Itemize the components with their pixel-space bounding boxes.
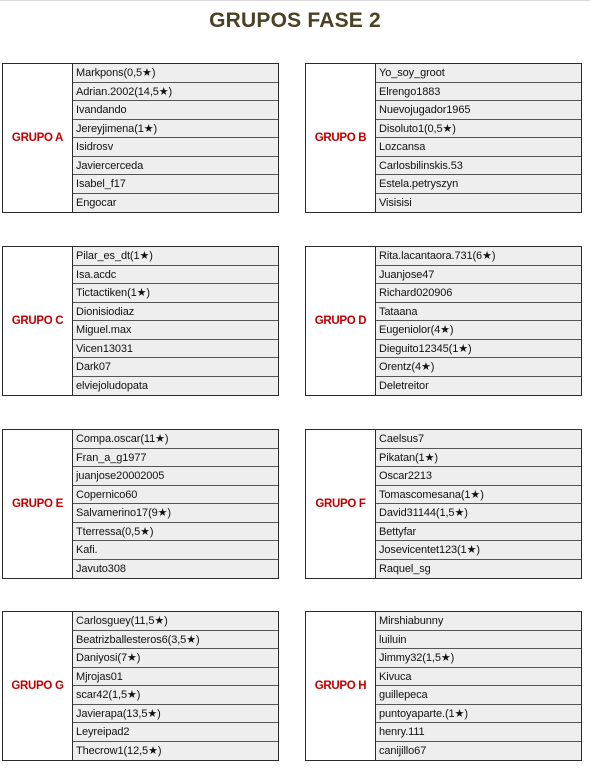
player-row: Leyreipad2 bbox=[73, 723, 278, 742]
player-list bbox=[376, 247, 581, 395]
player-row: Javiercerceda bbox=[73, 157, 278, 176]
player-row: Orentz(4★) bbox=[376, 358, 581, 377]
group-label: GRUPO C bbox=[3, 247, 73, 395]
group-g bbox=[2, 611, 279, 761]
player-row: Bettyfar bbox=[376, 523, 581, 542]
player-row: Adrian.2002(14,5★) bbox=[73, 83, 278, 102]
player-row: Tictactiken(1★) bbox=[73, 284, 278, 303]
player-row: Miguel.max bbox=[73, 321, 278, 340]
player-row: Markpons(0,5★) bbox=[73, 64, 278, 83]
player-row: David31144(1,5★) bbox=[376, 504, 581, 523]
group-label: GRUPO B bbox=[306, 64, 376, 212]
player-row: Tterressa(0,5★) bbox=[73, 523, 278, 542]
player-row: Tomascomesana(1★) bbox=[376, 486, 581, 505]
player-row: Javuto308 bbox=[76, 562, 126, 575]
player-row: guillepeca bbox=[376, 686, 581, 705]
group-label: GRUPO F bbox=[306, 430, 376, 578]
player-row: Daniyosi(7★) bbox=[73, 649, 278, 668]
player-row: puntoyaparte.(1★) bbox=[376, 705, 581, 724]
player-list bbox=[73, 430, 278, 578]
player-row: Jereyjimena(1★) bbox=[73, 120, 278, 139]
player-list bbox=[376, 64, 581, 212]
group-e bbox=[2, 429, 279, 579]
player-row: Visisisi bbox=[379, 196, 412, 209]
player-row: elviejoludopata bbox=[76, 379, 148, 392]
player-row: Ivandando bbox=[73, 101, 278, 120]
player-row: luiluin bbox=[376, 631, 581, 650]
top-divider bbox=[0, 0, 590, 1]
group-f bbox=[305, 429, 582, 579]
player-list bbox=[73, 612, 278, 760]
player-row: Raquel_sg bbox=[379, 562, 431, 575]
player-row: Kafi. bbox=[73, 541, 278, 560]
group-label: GRUPO D bbox=[306, 247, 376, 395]
player-row: Deletreitor bbox=[379, 379, 429, 392]
player-row: Nuevojugador1965 bbox=[376, 101, 581, 120]
group-label: GRUPO G bbox=[3, 612, 73, 760]
player-row: juanjose20002005 bbox=[73, 467, 278, 486]
player-row: Pilar_es_dt(1★) bbox=[73, 247, 278, 266]
player-row: Copernico60 bbox=[73, 486, 278, 505]
player-row: Rita.lacantaora.731(6★) bbox=[376, 247, 581, 266]
player-row: Juanjose47 bbox=[376, 266, 581, 285]
player-row: Elrengo1883 bbox=[376, 83, 581, 102]
player-row: Estela.petryszyn bbox=[376, 175, 581, 194]
player-row: Compa.oscar(11★) bbox=[73, 430, 278, 449]
player-row: Isidrosv bbox=[73, 138, 278, 157]
player-row: Vicen13031 bbox=[73, 340, 278, 359]
player-list bbox=[376, 612, 581, 760]
player-row: Mirshiabunny bbox=[376, 612, 581, 631]
player-list bbox=[376, 430, 581, 578]
player-row: Oscar2213 bbox=[376, 467, 581, 486]
player-row: Isa.acdc bbox=[73, 266, 278, 285]
player-row: Dieguito12345(1★) bbox=[376, 340, 581, 359]
player-row: Dark07 bbox=[73, 358, 278, 377]
player-row: Carlosguey(11,5★) bbox=[73, 612, 278, 631]
player-row: Thecrow1(12,5★) bbox=[76, 744, 162, 757]
player-row: Richard020906 bbox=[376, 284, 581, 303]
player-row: Salvamerino17(9★) bbox=[73, 504, 278, 523]
player-row: Tataana bbox=[376, 303, 581, 322]
group-c bbox=[2, 246, 279, 396]
player-row: Isabel_f17 bbox=[73, 175, 278, 194]
player-list bbox=[73, 247, 278, 395]
player-row: Fran_a_g1977 bbox=[73, 449, 278, 468]
player-row: Engocar bbox=[76, 196, 117, 209]
player-row: Josevicentet123(1★) bbox=[376, 541, 581, 560]
player-row: Kivuca bbox=[376, 668, 581, 687]
player-row: Jimmy32(1,5★) bbox=[376, 649, 581, 668]
group-h bbox=[305, 611, 582, 761]
player-row: Caelsus7 bbox=[376, 430, 581, 449]
player-row: Lozcansa bbox=[376, 138, 581, 157]
player-row: Yo_soy_groot bbox=[376, 64, 581, 83]
page-title: GRUPOS FASE 2 bbox=[209, 9, 381, 32]
player-row: scar42(1,5★) bbox=[73, 686, 278, 705]
player-row: henry.111 bbox=[376, 723, 581, 742]
group-d bbox=[305, 246, 582, 396]
group-label: GRUPO A bbox=[3, 64, 73, 212]
player-row: Javierapa(13,5★) bbox=[73, 705, 278, 724]
group-b bbox=[305, 63, 582, 213]
player-row: Mjrojas01 bbox=[73, 668, 278, 687]
group-label: GRUPO E bbox=[3, 430, 73, 578]
player-row: Beatrizballesteros6(3,5★) bbox=[73, 631, 278, 650]
player-row: Dionisiodiaz bbox=[73, 303, 278, 322]
player-row: Pikatan(1★) bbox=[376, 449, 581, 468]
player-row: canijillo67 bbox=[379, 744, 427, 757]
player-list bbox=[73, 64, 278, 212]
group-a bbox=[2, 63, 279, 213]
player-row: Carlosbilinskis.53 bbox=[376, 157, 581, 176]
player-row: Disoluto1(0,5★) bbox=[376, 120, 581, 139]
group-label: GRUPO H bbox=[306, 612, 376, 760]
player-row: Eugeniolor(4★) bbox=[376, 321, 581, 340]
